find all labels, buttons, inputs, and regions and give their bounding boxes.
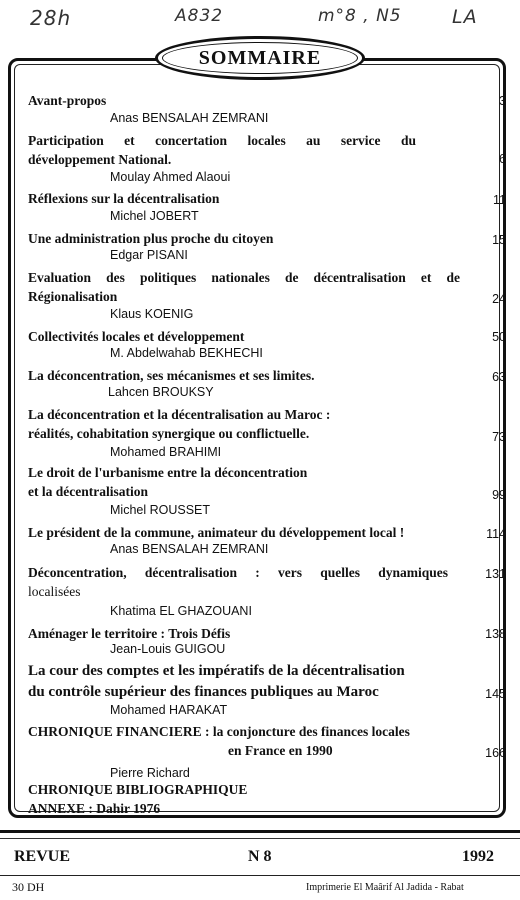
entry-title-line: La cour des comptes et les impératifs de la décentralisation [28,663,405,679]
entry-page: 138 [485,627,506,641]
entry-title: Le président de la commune, animateur du développement local ! [28,525,405,540]
entry-title: Réflexions sur la décentralisation [28,191,220,206]
handwritten-annotations [0,4,520,30]
printer-credit: Imprimerie El Maârif Al Jadida - Rabat [306,882,464,893]
entry-author: Mohamed BRAHIMI [110,445,222,459]
toc-entry [28,661,488,703]
entry-title: Aménager le territoire : Trois Défis [28,626,231,641]
entry-title: Avant-propos [28,93,107,108]
entry-author: Khatima EL GHAZOUANI [110,604,252,618]
footer-issue-number: N 8 [248,848,272,865]
entry-title-line: développement National. [28,152,172,167]
entry-page: 73 [492,430,506,444]
toc-entry [28,563,488,601]
toc-entry [28,405,488,443]
entry-title-line: en France en 1990 [228,743,333,758]
entry-author: Jean-Louis GUIGOU [110,642,226,656]
toc-entry [28,463,488,501]
entry-title-line: Evaluation des politiques nationales de décentralisation et de [28,270,460,285]
footer-year: 1992 [462,848,494,865]
entry-title-line: Le droit de l'urbanisme entre la déconcentration [28,465,308,480]
entry-title: Collectivités locales et développement [28,329,245,344]
entry-title: Une administration plus proche du citoyen [28,231,274,246]
toc-entry [28,189,488,208]
toc-entry [28,327,488,346]
entry-page: 6 [499,152,506,166]
entry-page: 63 [492,370,506,384]
toc-entry [28,523,480,542]
toc-entry [28,229,488,248]
toc-entry [28,799,488,818]
price-label: 30 DH [12,880,45,894]
entry-title: CHRONIQUE BIBLIOGRAPHIQUE [28,782,248,797]
toc-entry [28,91,488,110]
footer-revue: REVUE [14,848,71,865]
entry-page: 3 [499,94,506,108]
entry-author: Anas BENSALAH ZEMRANI [110,111,269,125]
entry-page: 11 [493,193,506,207]
entry-title-line: Régionalisation [28,289,118,304]
entry-page: 166 [485,746,506,760]
entry-page: 50 [492,330,506,344]
page-title: SOMMAIRE [198,46,322,69]
entry-title-line: Participation et concertation locales au service du [28,133,416,148]
handwritten-note-d: LA [452,6,478,28]
entry-page: 24 [492,292,506,306]
entry-page: 114 [486,527,506,541]
handwritten-note-c: m°8 , N5 [318,6,402,26]
entry-author: Lahcen BROUKSY [108,385,214,399]
entry-title: La déconcentration, ses mécanismes et ses limites. [28,368,315,383]
entry-author: Michel JOBERT [110,209,199,223]
handwritten-note-a: 28h [30,6,72,30]
entry-title-line: du contrôle supérieur des finances publiques au Maroc [28,684,379,700]
entry-title-line: Déconcentration, décentralisation : vers quelles dynamiques [28,565,448,580]
entry-title: ANNEXE : Dahir 1976 [28,801,161,816]
toc-entry [28,624,488,643]
footer-rule-thin [0,838,520,839]
toc-entry [28,268,488,306]
entry-title-line: et la décentralisation [28,484,148,499]
toc-entry [28,780,488,799]
footer-rule-thick [0,830,520,833]
entry-author: Klaus KOENIG [110,307,194,321]
handwritten-note-b: A832 [175,6,224,26]
title-oval [155,36,365,80]
entry-author: Michel ROUSSET [110,503,211,517]
entry-author: Mohamed HARAKAT [110,703,228,717]
entry-author: Edgar PISANI [110,248,188,262]
entry-author: Moulay Ahmed Alaoui [110,170,231,184]
toc-entry [28,131,488,169]
entry-title-line: réalités, cohabitation synergique ou conflictuelle. [28,426,310,441]
entry-title-line: CHRONIQUE FINANCIERE : la conjoncture des finances locales [28,724,410,739]
entry-page: 131 [485,567,506,581]
entry-author: Anas BENSALAH ZEMRANI [110,542,269,556]
entry-title-line: La déconcentration et la décentralisation au Maroc : [28,407,331,422]
entry-author: M. Abdelwahab BEKHECHI [110,346,263,360]
entry-author: Pierre Richard [110,766,190,780]
entry-title-line: localisées [28,584,81,599]
bottom-rule [0,875,520,876]
entry-page: 15 [492,233,506,247]
toc-entry [28,722,488,760]
toc-entry [28,366,488,385]
entry-page: 99 [492,488,506,502]
entry-page: 145 [485,687,506,701]
